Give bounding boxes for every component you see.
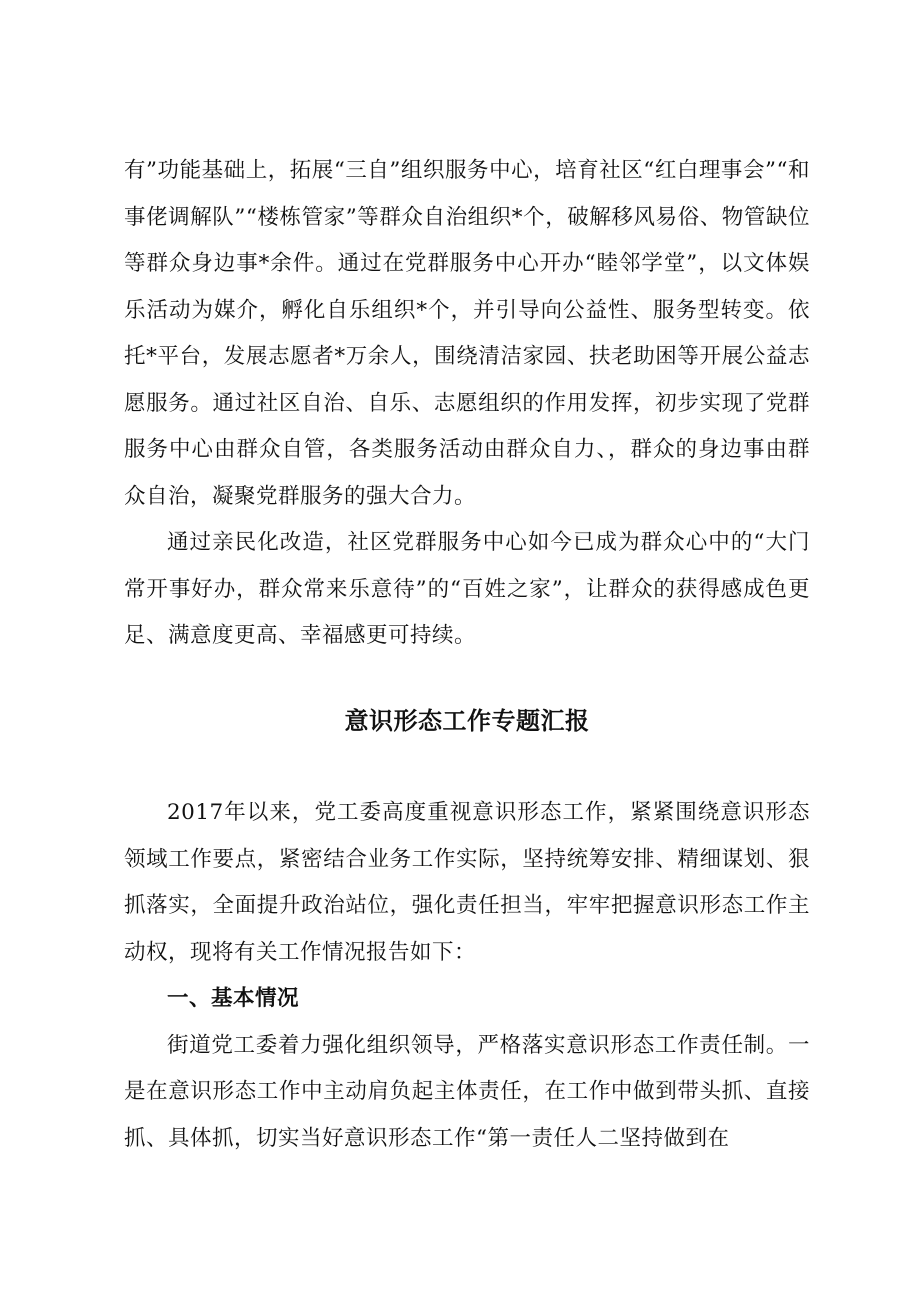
document-title: 意识形态工作专题汇报 (344, 707, 590, 735)
body-paragraph-basic-situation: 街道党工委着力强化组织领导，严格落实意识形态工作责任制。一是在意识形态工作中主动肩负起主体责任，在工作中做到带头抓、直接抓、具体抓，切实当好意识形态工作“第一责任人二坚持做到在 (124, 1032, 810, 1151)
body-paragraph-conclusion: 通过亲民化改造，社区党群服务中心如今已成为群众心中的“大门常开事好办，群众常来乐意待”的“百姓之家”，让群众的获得感成色更足、满意度更高、幸福感更可持续。 (124, 530, 810, 648)
intro-paragraph: 2017年以来，党工委高度重视意识形态工作，紧紧围绕意识形态领域工作要点，紧密结合业务工作实际，坚持统筹安排、精细谋划、狠抓落实，全面提升政治站位，强化责任担当，牢牢把握意识形态工作主动权，现将有关工作情况报告如下： (124, 800, 810, 965)
continued-section (124, 148, 810, 660)
body-paragraph-continued: 有”功能基础上，拓展“三自”组织服务中心，培育社区“红白理事会”“和事佬调解队”“楼栋管家”等群众自治组织*个，破解移风易俗、物管缺位等群众身边事*余件。通过在党群服务中心开办“睦邻学堂”，以文体娱乐活动为媒介，孵化自乐组织*个，并引导向公益性、服务型转变。依托*平台，发展志愿者*万余人，围绕清洁家园、扶老助困等开展公益志愿服务。通过社区自治、自乐、志愿组织的作用发挥，初步实现了党群服务中心由群众自管，各类服务活动由群众自力、，群众的身边事由群众自治，凝聚党群服务的强大合力。 (124, 158, 810, 509)
section-heading-basic-situation: 一、基本情况 (167, 986, 300, 1011)
report-section (124, 790, 810, 1162)
